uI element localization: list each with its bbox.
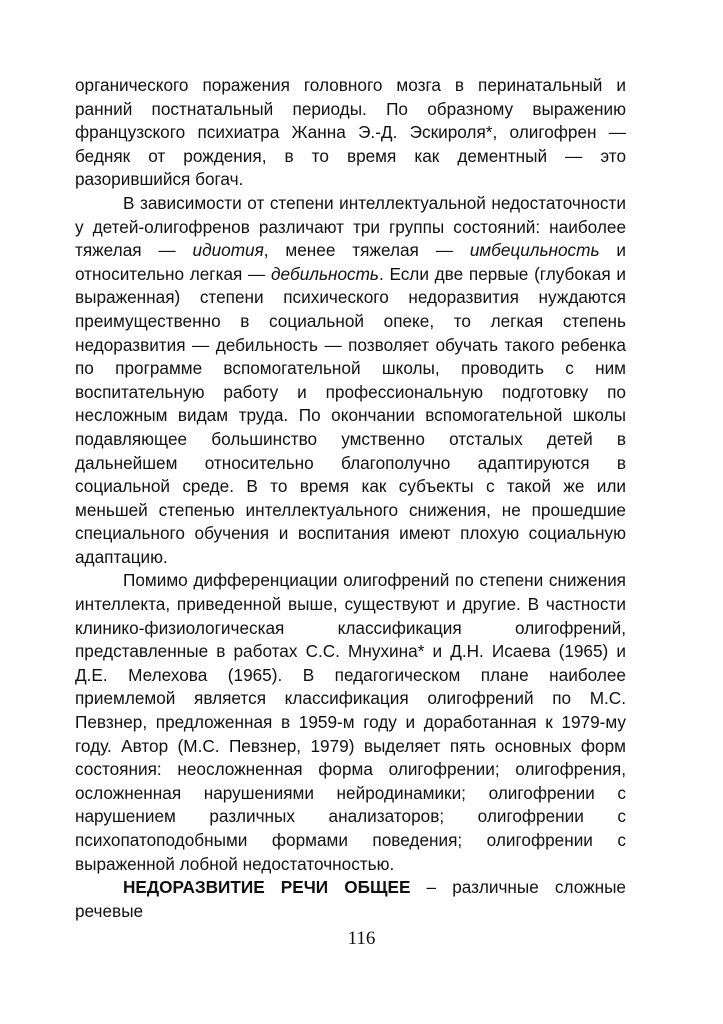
paragraph-1 [75,74,626,192]
paragraph-4-text: – различные сложные речевые [75,877,626,921]
paragraph-2 [75,192,626,570]
paragraph-2-text-d: . Если две первые (глубокая и выраженная) степени психического недоразвития нуждаются преимущественно в социальной опеке, то легкая степень недоразвития — дебильность — позволяет обучать такого ребенка по программе вспомогательной школы, проводить с ним воспитательную работу и профессиональную подготовку по несложным видам труда. По окончании вспомогательной школы подавляющее большинство умственно отсталых детей в дальнейшем относительно благополучно адаптируются в социальной среде. В то время как субъекты с такой же или меньшей степенью интеллектуального снижения, не прошедшие специального обучения и воспитания имеют плохую социальную адаптацию. [75,263,626,567]
paragraph-3-text: Помимо дифференциации олигофрений по степени снижения интеллекта, приведенной выше, существуют и другие. В частности клинико-физиологическая классификация олигофрений, представленные в работах С.С. Мнухина* и Д.Н. Исаева (1965) и Д.Е. Мелехова (1965). В педагогическом плане наиболее приемлемой является классификация олигофрений по М.С. Певзнер, предложенная в 1959-м году и доработанная к 1979-му году. Автор (М.С. Певзнер, 1979) выделяет пять основных форм состояния: неосложненная форма олигофрении; олигофрения, осложненная нарушениями нейродинамики; олигофрении с нарушением различных анализаторов; олигофрении с психопатоподобными формами поведения; олигофрении с выраженной лобной недостаточностью. [75,570,626,874]
term-idiotia: идиотия [192,240,264,261]
term-debility: дебильность [270,263,379,284]
term-imbecility: имбецильность [469,240,600,261]
paragraph-3 [75,569,626,876]
entry-term: НЕДОРАЗВИТИЕ РЕЧИ ОБЩЕЕ [123,877,411,898]
paragraph-1-text: органического поражения головного мозга в перинатальный и ранний постнатальный периоды. По образному выражению французского психиатра Жанна Э.-Д. Эскироля*, олигофрен — бедняк от рождения, в то время как дементный — это разорившийся богач. [75,75,626,190]
page-number: 116 [347,928,376,949]
paragraph-2-text-b: , менее тяжелая — [263,240,470,261]
paragraph-4 [75,876,626,923]
page-body [75,74,626,923]
paragraph-2-text-c: и относительно легкая — [75,240,626,284]
paragraph-2-text-a: В зависимости от степени интеллектуальной недостаточности у детей-олигофренов различают три группы состояний: наиболее тяжелая — [75,192,626,261]
